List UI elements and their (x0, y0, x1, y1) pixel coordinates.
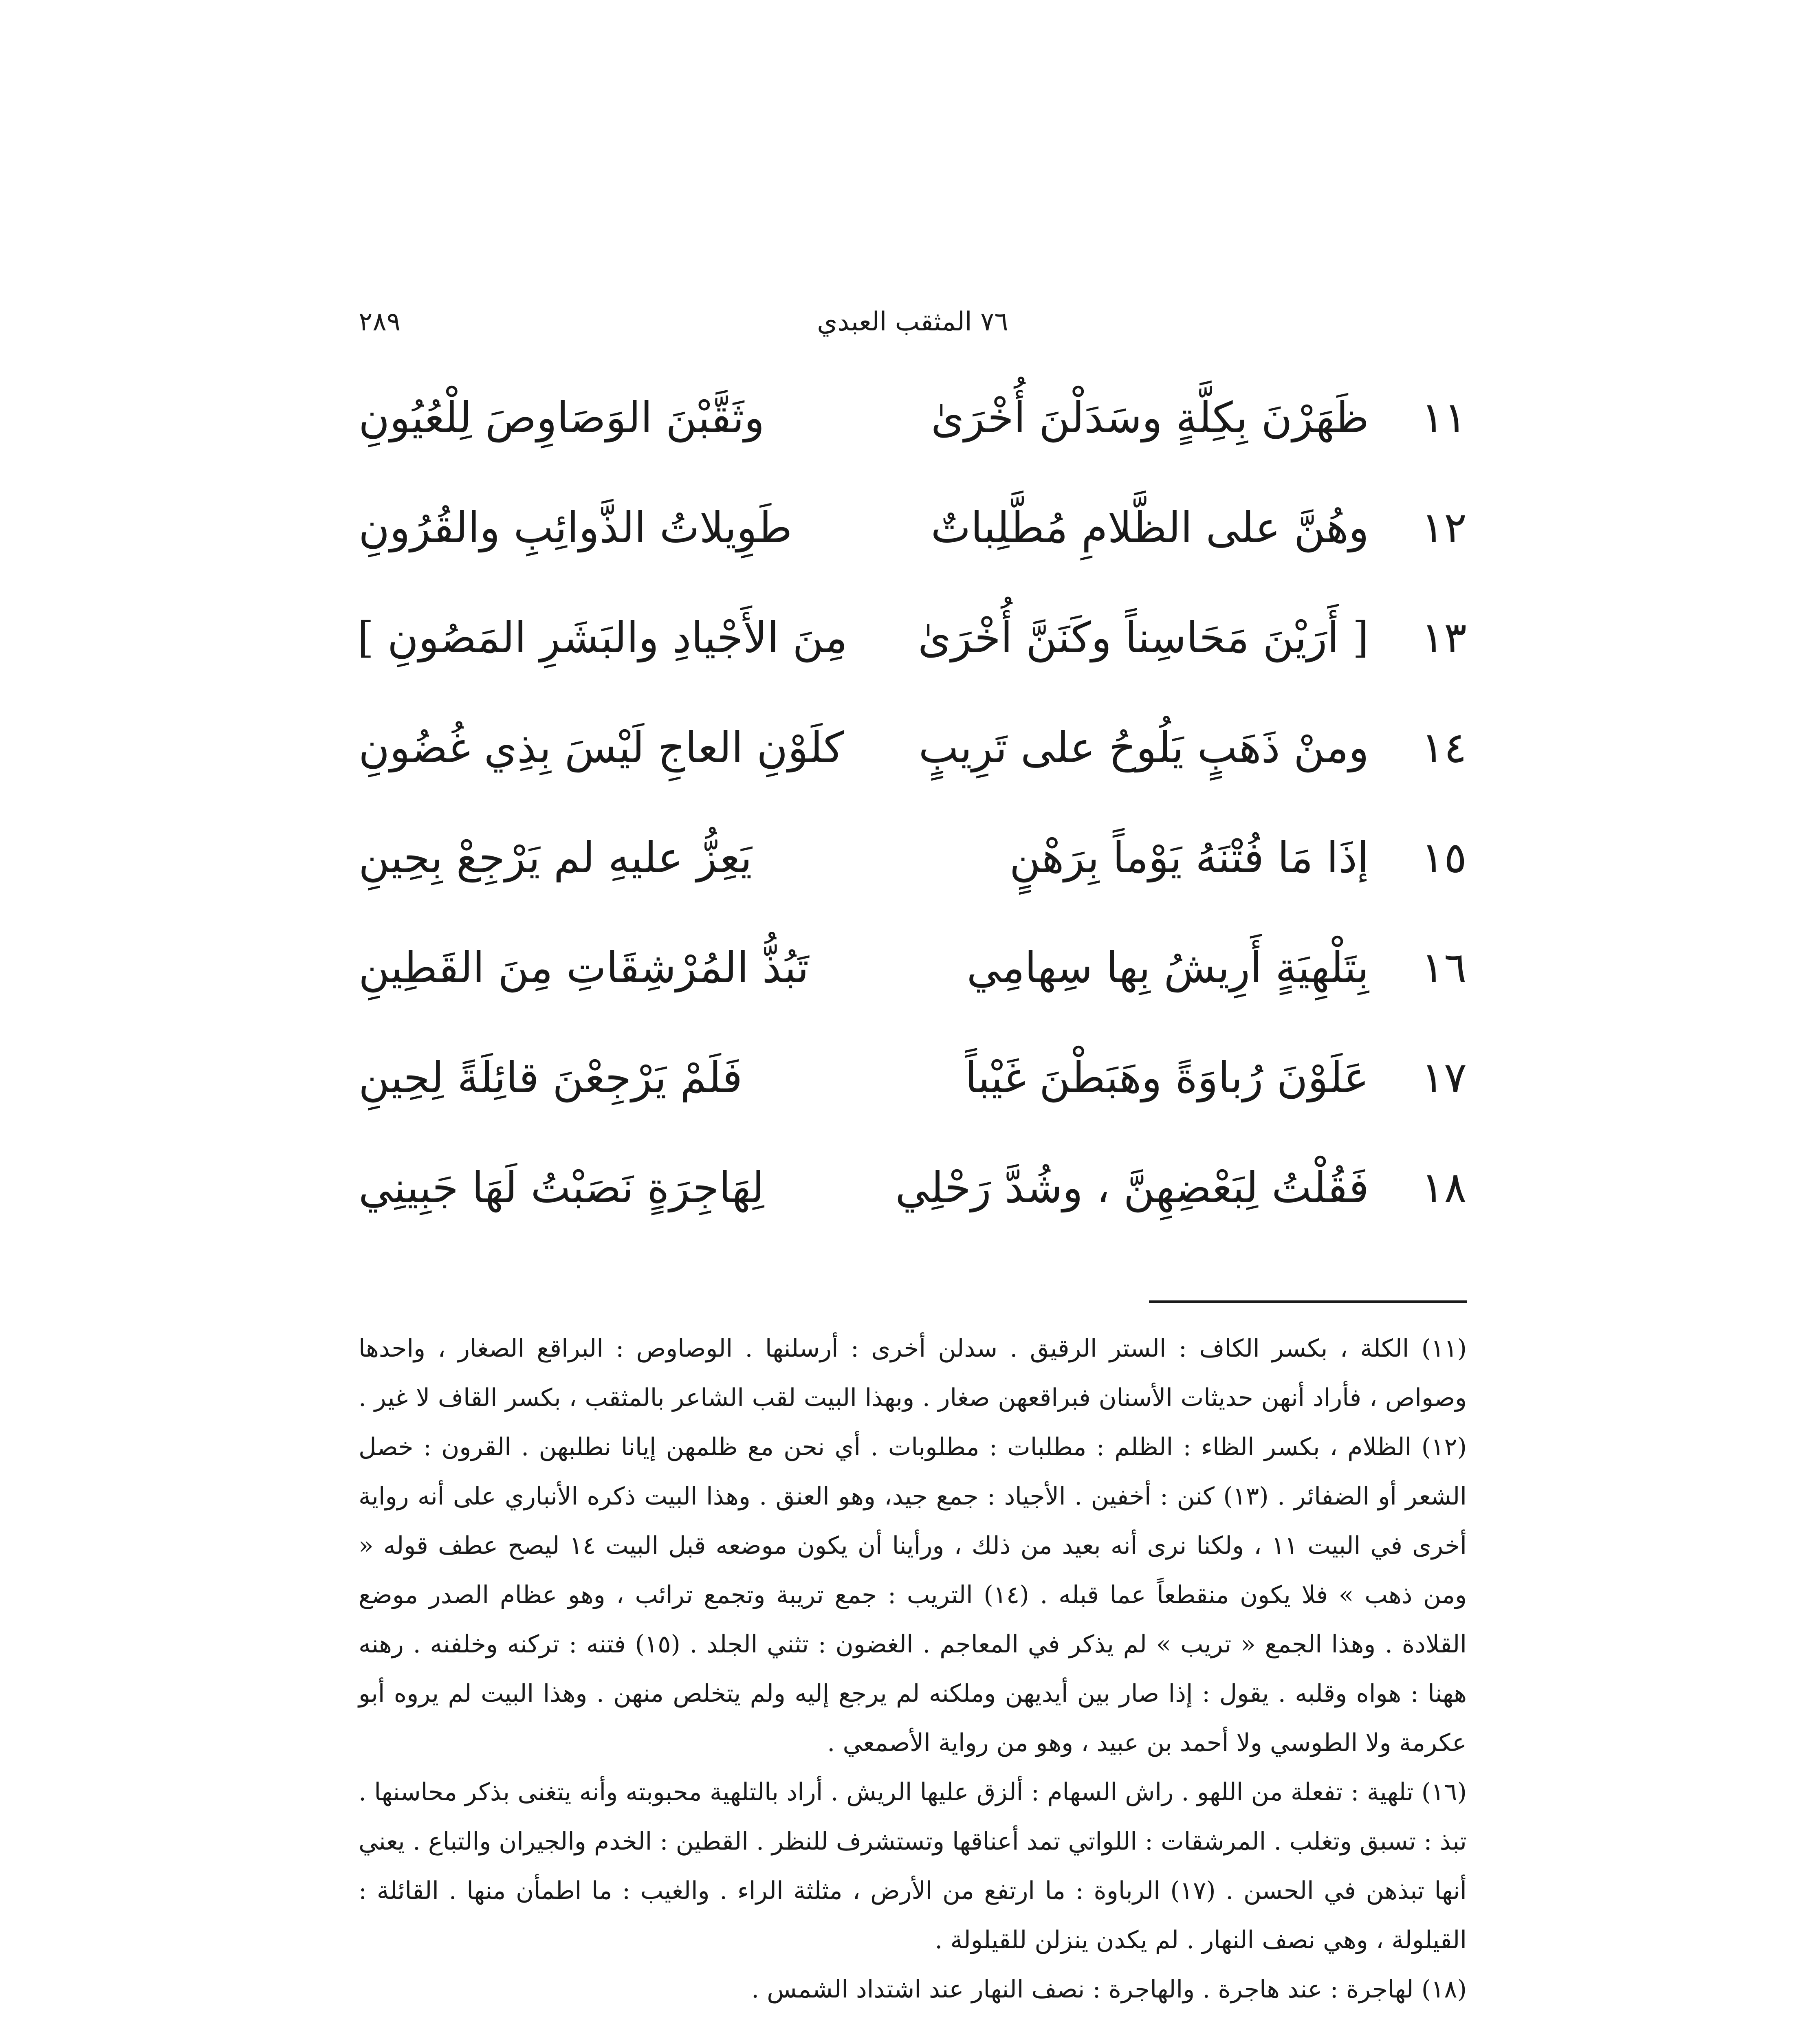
first-hemistich: بِتَلْهِيَةٍ أَرِيشُ بِها سِهامِي (966, 943, 1369, 992)
footnote-paragraph: (١٨) لهاجرة : عند هاجرة . والهاجرة : نصف النهار عند اشتداد الشمس . (751, 1975, 1467, 2004)
verse (359, 1027, 1467, 1137)
second-hemistich: طَوِيلاتُ الذَّوائِبِ والقُرُونِ (359, 503, 792, 552)
verse (359, 367, 1467, 477)
first-hemistich: عَلَوْنَ رُباوَةً وهَبَطْنَ غَيْباً (965, 1053, 1369, 1102)
first-hemistich: [ أَرَيْنَ مَحَاسِناً وكَنَنَّ أُخْرَىٰ (918, 613, 1369, 662)
footnote-paragraph: (١١) الكلة ، بكسر الكاف : الستر الرقيق . سدلن أخرى : أرسلنها . الوصاوص : البراقع الصغار ، واحدها وصواص ، فأراد أنهن حديثات الأسنان فبراقعهن صغار . وبهذا البيت لقب الشاعر بالمثقب ، بكسر القاف لا غير . (١٢) الظلام ، بكسر الظاء : الظلم : مطلبات : مطلوبات . أي نحن مع ظلمهن إيانا نطلبهن . القرون : خصل الشعر أو الضفائر . (١٣) كنن : أخفين . الأجياد : جمع جيد، وهو العنق . وهذا البيت ذكره الأنباري على أنه رواية أخرى في البيت ١١ ، ولكنا نرى أنه بعيد من ذلك ، ورأينا أن يكون موضعه قبل البيت ١٤ ليصح عطف قوله « ومن ذهب » فلا يكون منقطعاً عما قبله . (١٤) التريب : جمع تريبة وتجمع ترائب ، وهو عظام الصدر موضع القلادة . وهذا الجمع « تريب » لم يذكر في المعاجم . الغضون : تثني الجلد . (١٥) فتنه : تركنه وخلفنه . رهنه ههنا : هواه وقلبه . يقول : إذا صار بين أيديهن وملكنه لم يرجع إليه ولم يتخلص منهن . وهذا البيت لم يروه أبو عكرمة ولا الطوسي ولا أحمد بن عبيد ، وهو من رواية الأصمعي . (359, 1334, 1467, 1757)
poem (359, 367, 1467, 1247)
verse-number: ١٢ (1421, 503, 1467, 552)
verse-number: ١٨ (1421, 1163, 1467, 1212)
second-hemistich: فَلَمْ يَرْجِعْنَ قائِلَةً لِحِينِ (359, 1053, 743, 1102)
page-header (359, 297, 1467, 346)
first-hemistich: ومنْ ذَهَبٍ يَلُوحُ على تَرِيبٍ (918, 723, 1369, 772)
verse-number: ١٥ (1421, 833, 1467, 882)
running-title: ٧٦ المثقب العبدي (817, 307, 1008, 337)
first-hemistich: إذَا مَا فُتْنَهُ يَوْماً بِرَهْنٍ (1009, 833, 1369, 882)
page-number: ٢٨٩ (359, 307, 401, 337)
verse (359, 807, 1467, 917)
verse (359, 697, 1467, 807)
verse-number: ١١ (1421, 393, 1467, 442)
second-hemistich: تَبُذُّ المُرْشِقَاتِ مِنَ القَطِينِ (359, 943, 809, 992)
verse (359, 477, 1467, 587)
verse-number: ١٤ (1421, 723, 1467, 772)
first-hemistich: وهُنَّ على الظَّلامِ مُطَّلِباتٌ (931, 503, 1369, 552)
second-hemistich: كلَوْنِ العاجِ لَيْسَ بِذِي غُضُونِ (359, 723, 844, 772)
verse-number: ١٧ (1421, 1053, 1467, 1102)
verse (359, 587, 1467, 697)
footnote-paragraph: (١٦) تلهية : تفعلة من اللهو . راش السهام : ألزق عليها الريش . أراد بالتلهية محبوبته وأنه يتغنى بذكر محاسنها . تبذ : تسبق وتغلب . المرشقات : اللواتي تمد أعناقها وتستشرف للنظر . القطين : الخدم والجيران والتباع . يعني أنها تبذهن في الحسن . (١٧) الرباوة : ما ارتفع من الأرض ، مثلثة الراء . والغيب : ما اطمأن منها . القائلة : القيلولة ، وهي نصف النهار . لم يكدن ينزلن للقيلولة . (359, 1778, 1467, 1954)
first-hemistich: ظَهَرْنَ بِكِلَّةٍ وسَدَلْنَ أُخْرَىٰ (931, 393, 1369, 442)
verse-number: ١٦ (1421, 943, 1467, 992)
verse-number: ١٣ (1421, 613, 1467, 662)
second-hemistich: لِهَاجِرَةٍ نَصَبْتُ لَهَا جَبِينِي (359, 1163, 764, 1212)
footnote-divider (1149, 1300, 1467, 1303)
second-hemistich: مِنَ الأَجْيادِ والبَشَرِ المَصُونِ ] (357, 613, 847, 662)
verse (359, 917, 1467, 1027)
footnotes (359, 1324, 1467, 2014)
verse (359, 1137, 1467, 1247)
second-hemistich: يَعِزُّ عليهِ لم يَرْجِعْ بِحِينِ (359, 833, 752, 882)
first-hemistich: فَقُلْتُ لِبَعْضِهِنَّ ، وشُدَّ رَحْلِي (895, 1163, 1369, 1212)
second-hemistich: وثَقَّبْنَ الوَصَاوِصَ لِلْعُيُونِ (359, 393, 765, 442)
